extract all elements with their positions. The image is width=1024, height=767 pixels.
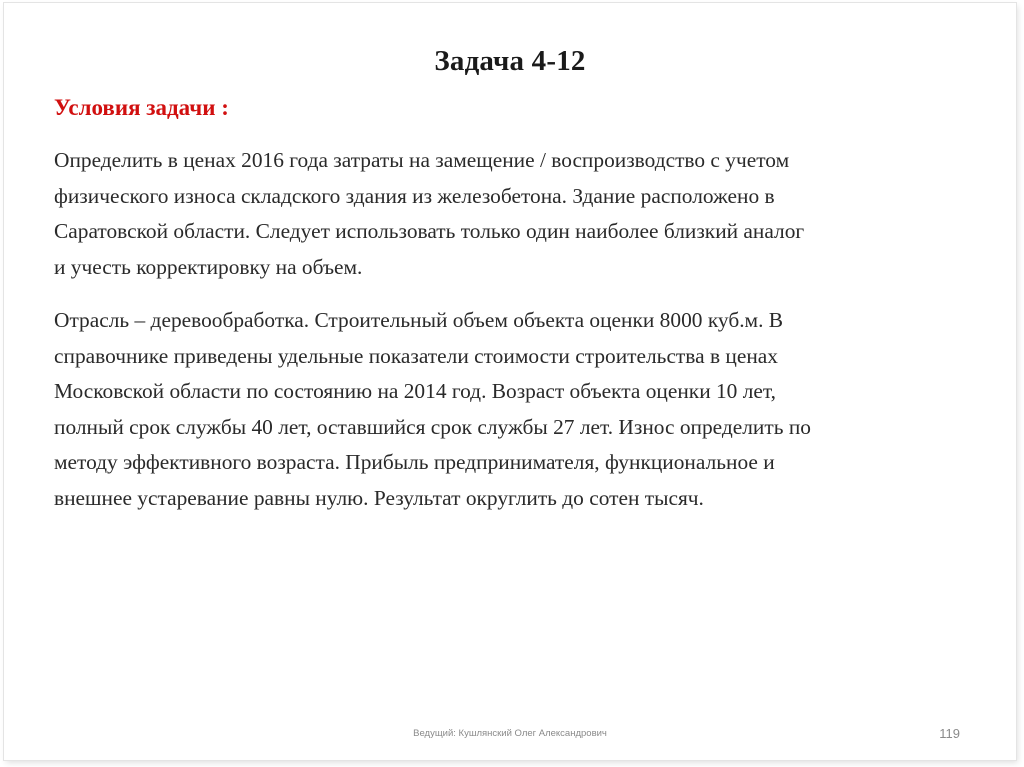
paragraph-line: физического износа складского здания из железобетона. Здание расположено в bbox=[54, 183, 775, 208]
paragraph-line: Московской области по состоянию на 2014 год. Возраст объекта оценки 10 лет, bbox=[54, 379, 776, 403]
paragraph-line: полный срок службы 40 лет, оставшийся срок службы 27 лет. Износ определить по bbox=[54, 414, 811, 439]
task-paragraph-2 bbox=[54, 303, 979, 516]
paragraph-line: Отрасль – деревообработка. Строительный объем объекта оценки 8000 куб.м. В bbox=[54, 308, 784, 332]
footer-presenter: Ведущий: Кушлянский Олег Александрович bbox=[413, 728, 607, 739]
conditions-heading: Условия задачи : bbox=[54, 95, 229, 120]
paragraph-line: справочнике приведены удельные показатели стоимости строительства в ценах bbox=[54, 343, 778, 368]
page-number: 119 bbox=[939, 726, 960, 741]
paragraph-line: внешнее устаревание равны нулю. Результат округлить до сотен тысяч. bbox=[54, 485, 704, 510]
slide bbox=[4, 3, 1016, 760]
paragraph-line: Саратовской области. Следует использовать только один наиболее близкий аналог bbox=[54, 219, 805, 243]
paragraph-line: Определить в ценах 2016 года затраты на замещение / воспроизводство с учетом bbox=[54, 148, 790, 172]
paragraph-line: методу эффективного возраста. Прибыль предпринимателя, функциональное и bbox=[54, 450, 775, 474]
task-paragraph-1 bbox=[54, 143, 979, 285]
slide-title: Задача 4-12 bbox=[434, 45, 586, 77]
paragraph-line: и учесть корректировку на объем. bbox=[54, 254, 363, 279]
